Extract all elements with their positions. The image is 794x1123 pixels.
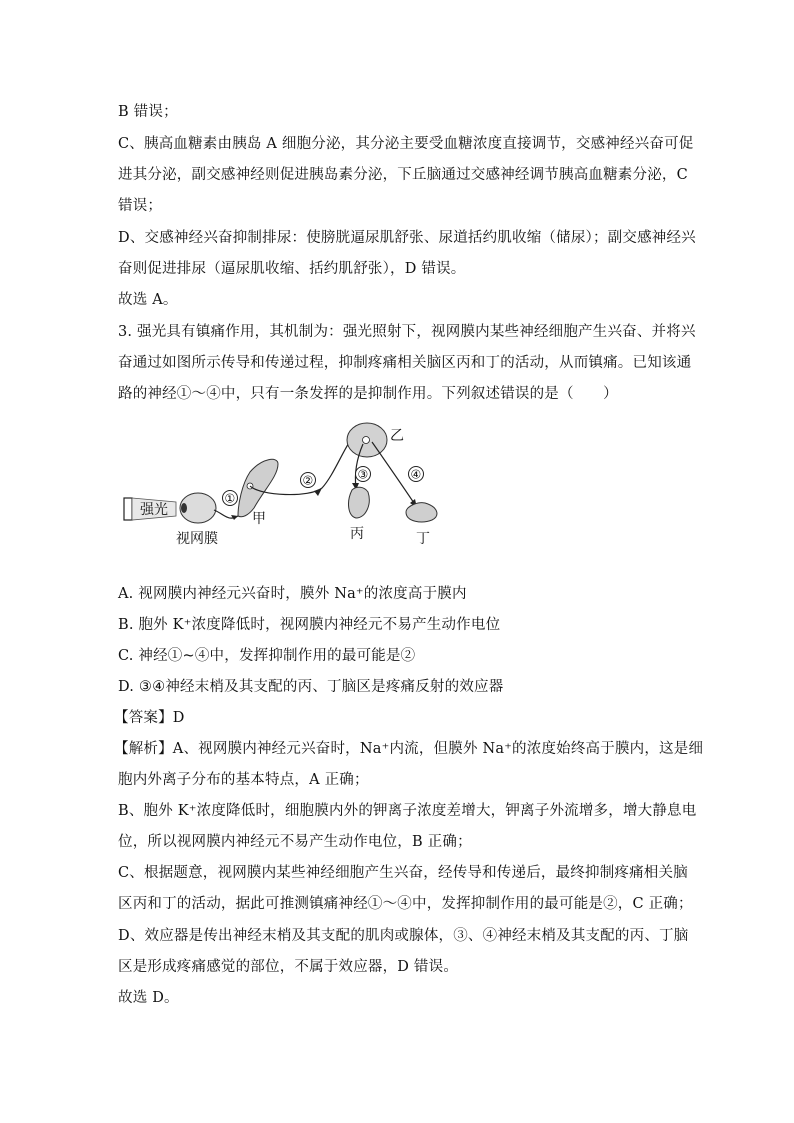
analysis-line: 区是形成疼痛感觉的部位，不属于效应器，D 错误。 [118,959,459,975]
text-line: 进其分泌，副交感神经则促进胰岛素分泌，下丘脑通过交感神经调节胰高血糖素分泌，C [118,167,688,183]
analysis-line: B、胞外 K⁺浓度降低时，细胞膜内外的钾离子浓度差增大，钾离子外流增多，增大静息电 [118,803,697,819]
text-line: D、交感神经兴奋抑制排尿：使膀胱逼尿肌舒张、尿道括约肌收缩（储尿）；副交感神经兴 [118,230,696,246]
neuron-yi-shape [363,437,370,444]
text-line: C、胰高血糖素由胰岛 A 细胞分泌，其分泌主要受血糖浓度直接调节，交感神经兴奋可促 [118,136,694,152]
arrow-icon [231,515,238,520]
text-line: B 错误； [118,104,178,120]
analysis-line: 位，所以视网膜内神经元不易产生动作电位，B 正确； [118,834,472,850]
answer-line: 【答案】D [114,710,185,726]
light-source-shape [124,498,132,520]
neural-pathway-diagram [110,412,460,552]
analysis-line: D、效应器是传出神经末梢及其支配的肌肉或腺体，③、④神经末梢及其支配的丙、丁脑 [118,928,689,944]
neural-pathway-figure [110,412,460,552]
region-jia-label: 甲 [252,511,266,527]
eye-pupil-shape [181,503,187,513]
text-line: 奋则促进排尿（逼尿肌收缩、括约肌舒张），D 错误。 [118,261,466,277]
text-line: 故选 A。 [118,292,178,308]
region-yi-label: 乙 [390,428,404,444]
analysis-line: C、根据题意，视网膜内某些神经细胞产生兴奋，经传导和传递后，最终抑制疼痛相关脑 [118,865,688,881]
retina-label: 视网膜 [176,531,218,547]
num-3-label: ③ [357,467,369,482]
question-line: 3. 强光具有镇痛作用，其机制为：强光照射下，视网膜内某些神经细胞产生兴奋、并将兴 [118,324,696,340]
region-jia-shape [238,459,278,516]
region-ding-label: 丁 [416,531,430,547]
num-4-label: ④ [410,467,422,482]
question-line: 奋通过如图所示传导和传递过程，抑制疼痛相关脑区丙和丁的活动，从而镇痛。已知该通 [118,355,692,371]
region-ding-shape [406,503,437,522]
text-line: 错误； [118,198,163,214]
option-d: D. ③④神经末梢及其支配的丙、丁脑区是疼痛反射的效应器 [118,679,504,695]
region-bing-label: 丙 [350,526,364,542]
region-bing-shape [349,487,370,518]
light-label: 强光 [140,502,168,518]
option-a: A. 视网膜内神经元兴奋时，膜外 Na⁺的浓度高于膜内 [118,586,467,602]
analysis-line: 区丙和丁的活动，据此可推测镇痛神经①～④中，发挥抑制作用的最可能是②，C 正确； [118,896,693,912]
option-b: B. 胞外 K⁺浓度降低时，视网膜内神经元不易产生动作电位 [118,617,501,633]
num-2-label: ② [302,473,314,488]
analysis-line: 【解析】A、视网膜内神经元兴奋时，Na⁺内流，但膜外 Na⁺的浓度始终高于膜内，这是细 [114,741,704,757]
num-1-label: ① [224,491,236,506]
analysis-line: 故选 D。 [118,990,179,1006]
question-line: 路的神经①～④中，只有一条发挥的是抑制作用。下列叙述错误的是（ ） [118,386,618,402]
analysis-line: 胞内外离子分布的基本特点，A 正确； [118,772,369,788]
arrow-icon [314,488,322,496]
option-c: C. 神经①~④中，发挥抑制作用的最可能是② [118,648,416,664]
